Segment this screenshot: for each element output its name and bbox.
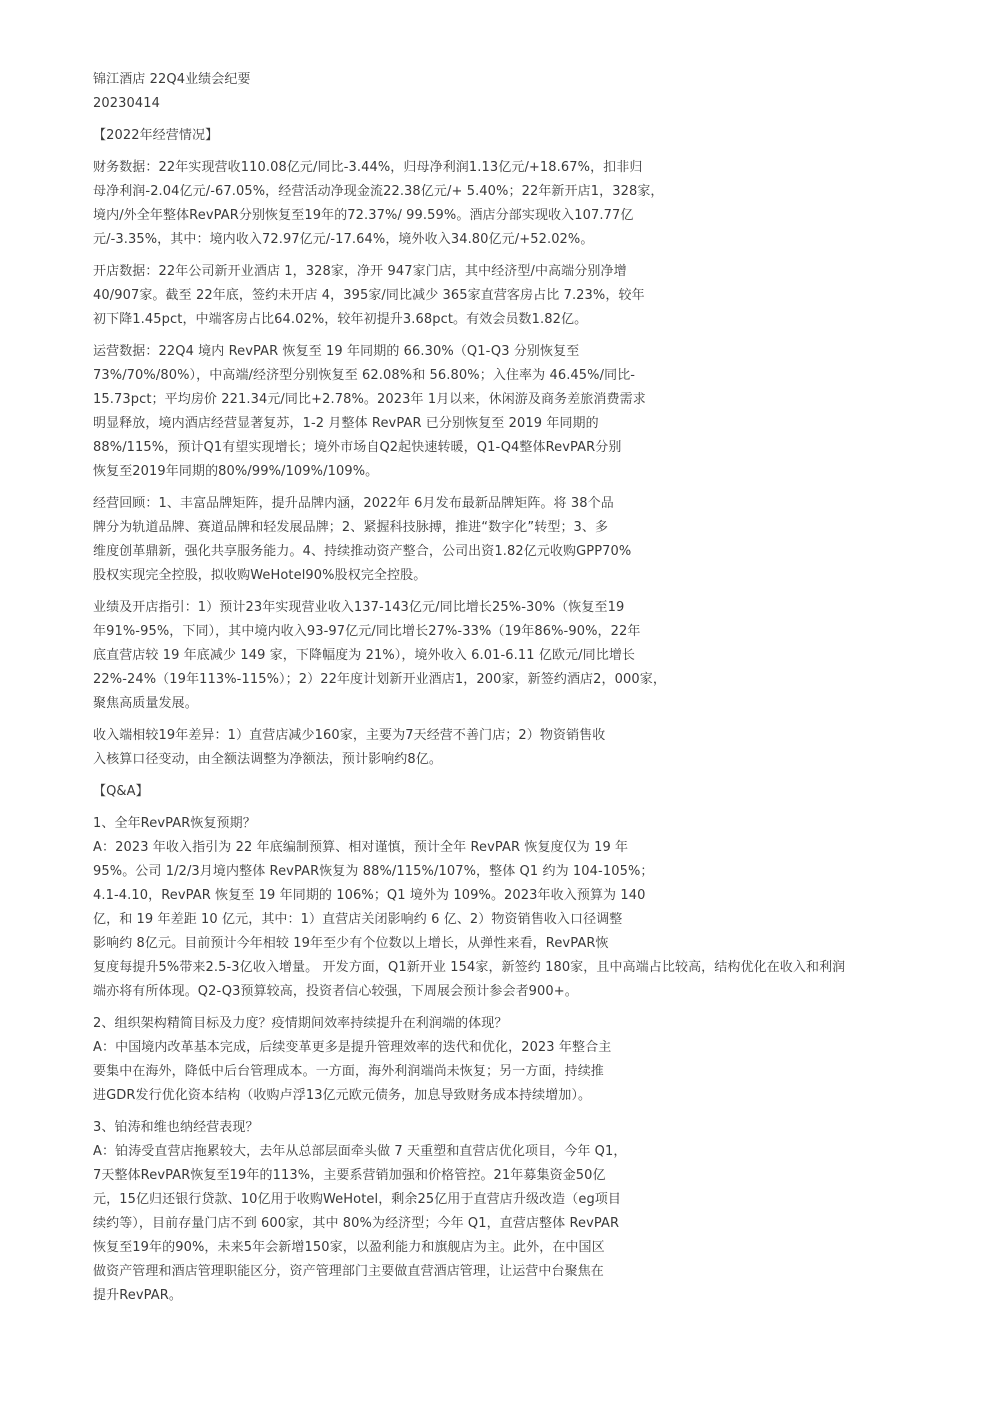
text-line: 股权实现完全控股，拟收购WeHotel90%股权完全控股。 <box>93 568 427 583</box>
paragraph-gap <box>93 1108 893 1116</box>
text-line: A：铂涛受直营店拖累较大，去年从总部层面牵头做 7 天重塑和直营店优化项目，今年 Q1， <box>93 1144 627 1159</box>
text-line: 88%/115%，预计Q1有望实现增长；境外市场自Q2起快速转暖，Q1-Q4整体RevPAR分别 <box>93 440 622 455</box>
paragraph-gap <box>93 804 893 812</box>
text-line: A：中国境内改革基本完成，后续变革更多是提升管理效率的迭代和优化，2023 年整合主 <box>93 1040 612 1055</box>
paragraph-gap <box>93 772 893 780</box>
paragraph-gap <box>93 588 893 596</box>
paragraph-gap <box>93 332 893 340</box>
text-line: 影响约 8亿元。目前预计今年相较 19年至少有个位数以上增长，从弹性来看，RevPAR恢 <box>93 936 609 951</box>
text-line: 做资产管理和酒店管理职能区分，资产管理部门主要做直营酒店管理，让运营中台聚焦在 <box>93 1264 604 1279</box>
text-line: 恢复至19年的90%，未来5年会新增150家，以盈利能力和旗舰店为主。此外，在中国区 <box>93 1240 605 1255</box>
text-line: 提升RevPAR。 <box>93 1288 182 1303</box>
text-line: 要集中在海外，降低中后台管理成本。一方面，海外利润端尚未恢复；另一方面，持续推 <box>93 1064 604 1079</box>
text-line: 元，15亿归还银行贷款、10亿用于收购WeHotel，剩余25亿用于直营店升级改造（eg项目 <box>93 1192 622 1207</box>
paragraph-gap <box>93 116 893 124</box>
text-line: 73%/70%/80%），中高端/经济型分别恢复至 62.08%和 56.80%；入住率为 46.45%/同比- <box>93 368 636 383</box>
text-line: A：2023 年收入指引为 22 年底编制预算、相对谨慎，预计全年 RevPAR 恢复度仅为 19 年 <box>93 840 629 855</box>
paragraph-operating-data <box>93 340 893 484</box>
text-line: 明显释放，境内酒店经营显著复苏，1-2 月整体 RevPAR 已分别恢复至 2019 年同期的 <box>93 416 599 431</box>
text-line: 元/-3.35%，其中：境内收入72.97亿元/-17.64%，境外收入34.80亿元/+52.02%。 <box>93 232 594 247</box>
paragraph-qa-heading <box>93 780 893 804</box>
text-line: 40/907家。截至 22年底，签约未开店 4，395家/同比减少 365家直营客房占比 7.23%，较年 <box>93 288 645 303</box>
text-line: 【2022年经营情况】 <box>93 128 219 143</box>
paragraph-financial-data <box>93 156 893 252</box>
text-line: 聚焦高质量发展。 <box>93 696 198 711</box>
text-line: 15.73pct；平均房价 221.34元/同比+2.78%。2023年 1月以来，休闲游及商务差旅消费需求 <box>93 392 646 407</box>
text-line: 底直营店较 19 年底减少 149 家，下降幅度为 21%），境外收入 6.01-6.11 亿欧元/同比增长 <box>93 648 636 663</box>
paragraph-gap <box>93 148 893 156</box>
text-line: 母净利润-2.04亿元/-67.05%，经营活动净现金流22.38亿元/+ 5.40%；22年新开店1，328家， <box>93 184 664 199</box>
text-line: 95%。公司 1/2/3月境内整体 RevPAR恢复为 88%/115%/107%，整体 Q1 约为 104-105%； <box>93 864 654 879</box>
text-line: 7天整体RevPAR恢复至19年的113%，主要系营销加强和价格管控。21年募集资金50亿 <box>93 1168 606 1183</box>
text-line: 端亦将有所体现。Q2-Q3预算较高，投资者信心较强，下周展会预计参会者900+。 <box>93 984 578 999</box>
paragraph-business-review <box>93 492 893 588</box>
text-line: 2、组织架构精简目标及力度？疫情期间效率持续提升在利润端的体现？ <box>93 1016 508 1031</box>
text-line: 年91%-95%，下同），其中境内收入93-97亿元/同比增长27%-33%（19年86%-90%，22年 <box>93 624 641 639</box>
text-line: 经营回顾：1、丰富品牌矩阵，提升品牌内涵，2022年 6月发布最新品牌矩阵。将 38个品 <box>93 496 614 511</box>
text-line: 初下降1.45pct，中端客房占比64.02%，较年初提升3.68pct。有效会员数1.82亿。 <box>93 312 588 327</box>
text-line: 业绩及开店指引：1）预计23年实现营业收入137-143亿元/同比增长25%-30%（恢复至19 <box>93 600 625 615</box>
text-line: 开店数据：22年公司新开业酒店 1，328家，净开 947家门店，其中经济型/中高端分别净增 <box>93 264 627 279</box>
text-line: 牌分为轨道品牌、赛道品牌和轻发展品牌；2、紧握科技脉搏，推进“数字化”转型；3、多 <box>93 520 609 535</box>
document-header <box>93 68 893 116</box>
paragraph-qa-1 <box>93 812 893 1004</box>
text-line: 恢复至2019年同期的80%/99%/109%/109%。 <box>93 464 379 479</box>
text-line: 4.1-4.10，RevPAR 恢复至 19 年同期的 106%；Q1 境外为 109%。2023年收入预算为 140 <box>93 888 646 903</box>
text-line: 收入端相较19年差异：1）直营店减少160家，主要为7天经营不善门店；2）物资销售收 <box>93 728 606 743</box>
text-line: 3、铂涛和维也纳经营表现？ <box>93 1120 259 1135</box>
text-line: 维度创革鼎新，强化共享服务能力。4、持续推动资产整合，公司出资1.82亿元收购GPP70% <box>93 544 632 559</box>
text-line: 1、全年RevPAR恢复预期？ <box>93 816 256 831</box>
paragraph-guidance <box>93 596 893 716</box>
document-body <box>93 116 893 1308</box>
paragraph-opening-data <box>93 260 893 332</box>
paragraph-gap <box>93 1004 893 1012</box>
document-page <box>93 68 893 1308</box>
text-line: 复度每提升5%带来2.5-3亿收入增量。 开发方面，Q1新开业 154家，新签约 180家，且中高端占比较高，结构优化在收入和利润 <box>93 960 846 975</box>
paragraph-gap <box>93 252 893 260</box>
text-line: 亿，和 19 年差距 10 亿元，其中：1）直营店关闭影响约 6 亿、2）物资销售收入口径调整 <box>93 912 623 927</box>
paragraph-qa-2 <box>93 1012 893 1108</box>
text-line: 进GDR发行优化资本结构（收购卢浮13亿元欧元债务，加息导致财务成本持续增加）。 <box>93 1088 592 1103</box>
text-line: 财务数据：22年实现营收110.08亿元/同比-3.44%，归母净利润1.13亿元/+18.67%，扣非归 <box>93 160 643 175</box>
text-line: 22%-24%（19年113%-115%）；2）22年度计划新开业酒店1，200家，新签约酒店2，000家， <box>93 672 666 687</box>
text-line: 【Q&A】 <box>93 784 149 799</box>
text-line: 运营数据：22Q4 境内 RevPAR 恢复至 19 年同期的 66.30%（Q1-Q3 分别恢复至 <box>93 344 580 359</box>
document-date: 20230414 <box>93 96 160 111</box>
paragraph-qa-3 <box>93 1116 893 1308</box>
paragraph-gap <box>93 716 893 724</box>
text-line: 境内/外全年整体RevPAR分别恢复至19年的72.37%/ 99.59%。酒店分部实现收入107.77亿 <box>93 208 634 223</box>
text-line: 入核算口径变动，由全额法调整为净额法，预计影响约8亿。 <box>93 752 442 767</box>
paragraph-revenue-diff <box>93 724 893 772</box>
text-line: 续约等），目前存量门店不到 600家，其中 80%为经济型；今年 Q1，直营店整体 RevPAR <box>93 1216 620 1231</box>
document-title: 锦江酒店 22Q4业绩会纪要 <box>93 72 251 87</box>
paragraph-gap <box>93 484 893 492</box>
paragraph-section-2022 <box>93 124 893 148</box>
